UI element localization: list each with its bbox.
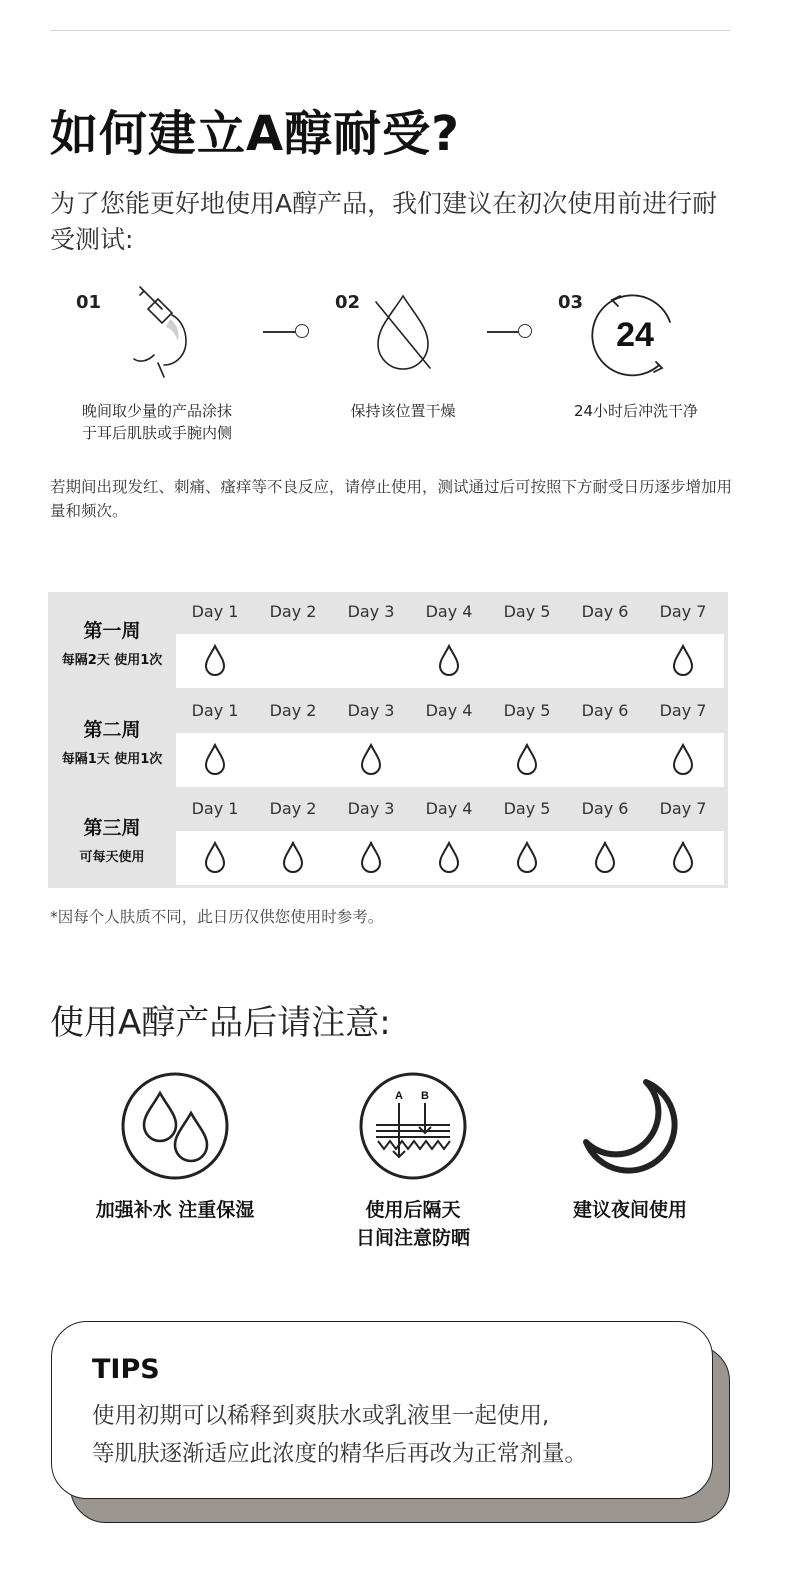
week-label-2 — [48, 715, 176, 767]
week-frequency: 可每天使用 — [79, 850, 145, 865]
tolerance-calendar — [48, 592, 728, 888]
tips-line-1: 使用初期可以稀释到爽肤水或乳液里一起使用, — [92, 1403, 550, 1429]
step-connector-1-dot — [295, 324, 309, 338]
day-header: Day 5 — [503, 799, 551, 818]
step-1-caption — [57, 400, 257, 444]
step-3-caption: 24小时后冲洗干净 — [573, 402, 699, 420]
day-header: Day 6 — [581, 799, 629, 818]
usage-drop-icon — [360, 743, 382, 777]
day-header: Day 4 — [425, 799, 473, 818]
page-title: 如何建立A醇耐受? — [50, 106, 460, 162]
day-header: Day 6 — [581, 602, 629, 621]
after-use-heading: 使用A醇产品后请注意: — [50, 1003, 391, 1043]
day-header: Day 7 — [659, 602, 707, 621]
step-3-number: 03 — [558, 292, 584, 313]
no-water-drop-icon — [370, 292, 436, 372]
tips-card — [51, 1321, 713, 1499]
day-header: Day 5 — [503, 602, 551, 621]
week-2-usage-row — [176, 733, 724, 787]
usage-drop-icon — [594, 841, 616, 875]
day-header: Day 7 — [659, 799, 707, 818]
usage-drop-icon — [438, 841, 460, 875]
24-hour-cycle-icon — [588, 288, 680, 380]
usage-drop-icon — [204, 644, 226, 678]
uvb-label: B — [421, 1090, 429, 1102]
water-drops-icon — [120, 1071, 230, 1181]
usage-drop-icon — [282, 841, 304, 875]
usage-drop-icon — [672, 841, 694, 875]
day-header: Day 6 — [581, 700, 629, 720]
after-use-caption-2-line2: 日间注意防晒 — [355, 1227, 470, 1249]
day-header: Day 1 — [191, 799, 239, 818]
usage-drop-icon — [516, 743, 538, 777]
usage-drop-icon — [672, 644, 694, 678]
tips-title: TIPS — [92, 1354, 160, 1385]
week-name: 第三周 — [83, 817, 141, 839]
week-label-1 — [48, 616, 176, 668]
after-use-caption-2 — [298, 1196, 528, 1252]
day-header: Day 3 — [347, 700, 395, 720]
day-header: Day 2 — [269, 602, 317, 621]
day-header: Day 2 — [269, 799, 317, 818]
week-name: 第二周 — [83, 718, 141, 741]
week-3-usage-row — [176, 831, 724, 885]
day-header: Day 1 — [191, 700, 239, 720]
uva-label: A — [395, 1090, 403, 1102]
usage-drop-icon — [516, 841, 538, 875]
uv-skin-layer-icon — [358, 1071, 468, 1181]
24-hour-label: 24 — [616, 316, 654, 354]
tips-line-2: 等肌肤逐渐适应此浓度的精华后再改为正常剂量。 — [92, 1441, 588, 1467]
after-use-caption-1 — [60, 1196, 290, 1224]
step-connector-2-dot — [518, 324, 532, 338]
step-1-caption-line1: 晚间取少量的产品涂抹 — [81, 402, 232, 420]
warning-text: 若期间出现发红、刺痛、瘙痒等不良反应，请停止使用，测试通过后可按照下方耐受日历逐步增加用量和频次。 — [50, 478, 733, 520]
usage-drop-icon — [204, 743, 226, 777]
step-2-caption: 保持该位置干燥 — [350, 402, 456, 420]
top-divider — [50, 30, 730, 31]
dropper-ear-icon — [118, 285, 198, 385]
week-name: 第一周 — [83, 620, 141, 642]
day-header: Day 2 — [269, 700, 317, 720]
calendar-note: *因每个人肤质不同，此日历仅供您使用时参考。 — [50, 908, 384, 926]
usage-drop-icon — [360, 841, 382, 875]
day-header: Day 1 — [191, 602, 239, 621]
after-use-caption-3 — [515, 1196, 745, 1224]
day-header: Day 4 — [425, 700, 473, 720]
week-frequency: 每隔2天 使用1次 — [61, 653, 163, 668]
step-1-number: 01 — [76, 292, 102, 313]
usage-drop-icon — [438, 644, 460, 678]
usage-drop-icon — [204, 841, 226, 875]
usage-drop-icon — [672, 743, 694, 777]
week-frequency: 每隔1天 使用1次 — [61, 751, 163, 767]
crescent-moon-icon — [580, 1076, 680, 1176]
day-header: Day 7 — [659, 700, 707, 720]
step-1-caption-line2: 于耳后肌肤或手腕内侧 — [81, 424, 232, 442]
day-header: Day 4 — [425, 602, 473, 621]
day-header: Day 3 — [347, 799, 395, 818]
day-header: Day 5 — [503, 700, 551, 720]
step-2-number: 02 — [335, 292, 361, 313]
after-use-caption-1-line1: 加强补水 注重保湿 — [95, 1199, 255, 1221]
intro-text: 为了您能更好地使用A醇产品，我们建议在初次使用前进行耐受测试: — [50, 189, 718, 254]
after-use-caption-2-line1: 使用后隔天 — [365, 1199, 461, 1221]
week-label-3 — [48, 813, 176, 865]
week-1-usage-row — [176, 634, 724, 688]
day-header: Day 3 — [347, 602, 395, 621]
after-use-caption-3-line1: 建议夜间使用 — [572, 1199, 687, 1221]
